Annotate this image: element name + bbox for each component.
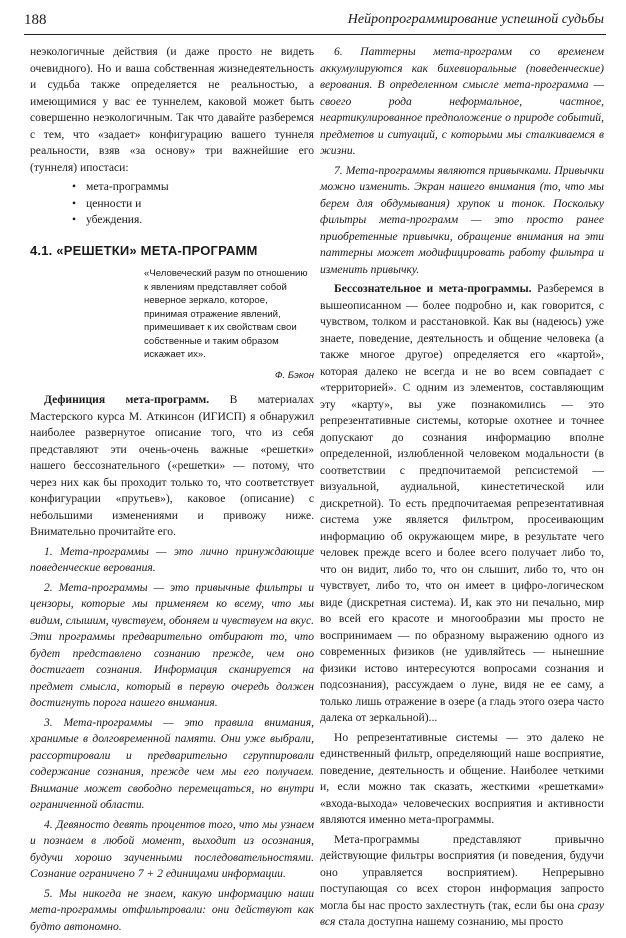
emphasis: сразу вся	[320, 898, 604, 928]
paragraph	[320, 832, 604, 931]
numbered-item: 6. Паттерны мета-программ со временем аккумулируются как бихевиоральные (поведенческие) верования. В определенном смысле мета-программа — своего рода неформальное, частное, неартикулированное предположение о природе событий, предметов и ситуаций, с которыми мы сталкиваемся в жизни.	[320, 45, 604, 157]
numbered-item: 1. Мета-программы — это лично принуждающие поведенческие верования.	[30, 544, 314, 574]
page-number: 188	[24, 12, 47, 28]
definition-term: Дефиниция мета-программ.	[44, 393, 210, 406]
paragraph: Но репрезентативные системы — это далеко не единственный фильтр, определяющий наше восприятие, поведение, деятельность и общение. Наиболее четкими и, если можно так сказать, жесткими «решетками» «входа-выхода» человеческих восприятия и активности являются именно мета-программы.	[320, 730, 604, 826]
numbered-item: 3. Мета-программы — это правила внимания, хранимые в долговременной памяти. Они уже выбрали, рассортировали и предварительно сгруппировали содержание сознания, прежде чем мы его получаем. Внимание может свободно перемещаться, но внутри ограниченной области.	[30, 715, 314, 811]
paragraph-lead: Бессознательное и мета-программы.	[334, 282, 532, 295]
list-item: • ценности и	[86, 196, 314, 213]
page-header	[24, 10, 606, 35]
paragraph: неэкологичные действия (и даже просто не видеть очевидного). Но и ваша собственная жизнедеятельность и судьба также определяется не реальностью, а имеющимися у вас ее туннелем, каковой может быть совершенно неэкологичным. Так что давайте разберемся с тем, что «задает» конфигурацию вашего туннеля реальности, взяв «за основу» три важнейшие его (туннеля) ипостаси:	[30, 45, 314, 174]
paragraph	[320, 281, 604, 727]
section-heading: 4.1. «РЕШЕТКИ» МЕТА-ПРОГРАММ	[30, 242, 258, 258]
bullet-list	[30, 179, 314, 229]
definition-paragraph	[30, 392, 314, 541]
numbered-item: 5. Мы никогда не знаем, какую информацию наши мета-программы отфильтровали: они действуют как будто автономно.	[30, 886, 314, 933]
list-item: • убеждения.	[86, 212, 314, 229]
numbered-item: 7. Мета-программы являются привычками. Привычки можно изменить. Экран нашего внимания (то, что мы берем для обдумывания) хрупок и тонок. Поскольку фильтры мета-программ — это просто ранее приобретенные привычки, обращение внимания на эти паттерны может модифицировать работу фильтра и изменить привычку.	[320, 163, 604, 276]
paragraph-text: Разберемся в вышеописанном — более подробно и, как говорится, с чувством, толком и расстановкой. Как вы (надеюсь) уже знаете, поведение, деятельность и общение человека (а также многое другое) определяется его «картой», которая далеко не всегда и не во всем совпадает с «территорией». С одним из элементов, составляющим эту «карту», вы уже познакомились — это репрезентативные системы, которые охотнее и точнее допускают до сознания информацию вполне определенной, излюбленной человеком модальности (в соответствии с предпочитаемой репсистемой — визуальной, аудиальной, кинестетической или дискретной). То есть предпочитаемая репрезентативная система уже является фильтром, просеивающим информацию об окружающем мире, в результате чего человек прежде всего и более всего получает либо то, что он видит, либо то, что он слышит, либо то, что он чувствует, либо то, что он имеет в цифро-логическом виде (дискретная система). И, как это ни печально, мир во всей его красоте и многообразии мы просто не воспринимаем — по образному выражению одного из современных физиков (не удивляйтесь — нынешние физики истово интересуются вопросами сознания и подсознания), рассуждаем о луне, видя не ее саму, а только лишь отражение в озере (а гладь этого озера часто далека от зеркальной)...	[320, 282, 604, 724]
running-title: Нейропрограммирование успешной судьбы	[347, 12, 604, 27]
numbered-item: 2. Мета-программы — это привычные фильтры и цензоры, которые мы применяем ко всему, что мы видим, слышим, чувствуем, обоняем и чувствуем на вкус. Эти программы предварительно отбирают то, что будет представлено сознанию прежде, чем оно достигает сознания. Информация сканируется на предмет смысла, который в первую очередь должен достигнуть порога нашего внимания.	[30, 580, 314, 709]
definition-text: В материалах Мастерского курса М. Аткинсон (ИГИСП) я обнаружил наиболее развернутое описание того, что из себя представляют эти очень-очень важные «решетки» нашего бессознательного («решетки» — потому, что через них как бы проходит только то, что соответствует конфигурации «прутьев»), каковое (описание) с небольшими изменениями и привожу ниже. Внимательно прочитайте его.	[30, 393, 314, 538]
list-item: • мета-программы	[86, 179, 314, 196]
epigraph-author: Ф. Бэкон	[274, 369, 314, 381]
paragraph-text: Мета-программы представляют привычно действующие фильтры восприятия (и поведения, будучи оно управляется восприятием). Непрерывно поступающая со всех сторон информация запросто могла бы нас просто захлестнуть (так, если бы она	[320, 832, 604, 912]
paragraph-text: стала доступна нашему сознанию, мы просто	[335, 915, 564, 928]
left-column	[30, 44, 314, 938]
right-column	[320, 44, 604, 934]
epigraph: «Человеческий разум по отношению к явлениям представляет собой неверное зеркало, которое, принимая отражение явлений, примешивает к их свойствам свои собственные и таким образом искажает их».	[144, 268, 308, 360]
numbered-item: 4. Девяносто девять процентов того, что мы узнаем и познаем в любой момент, выходит из осознания, будучи хорошо заученными последовательностями. Сознание ограничено 7 + 2 единицами информации.	[30, 817, 314, 880]
